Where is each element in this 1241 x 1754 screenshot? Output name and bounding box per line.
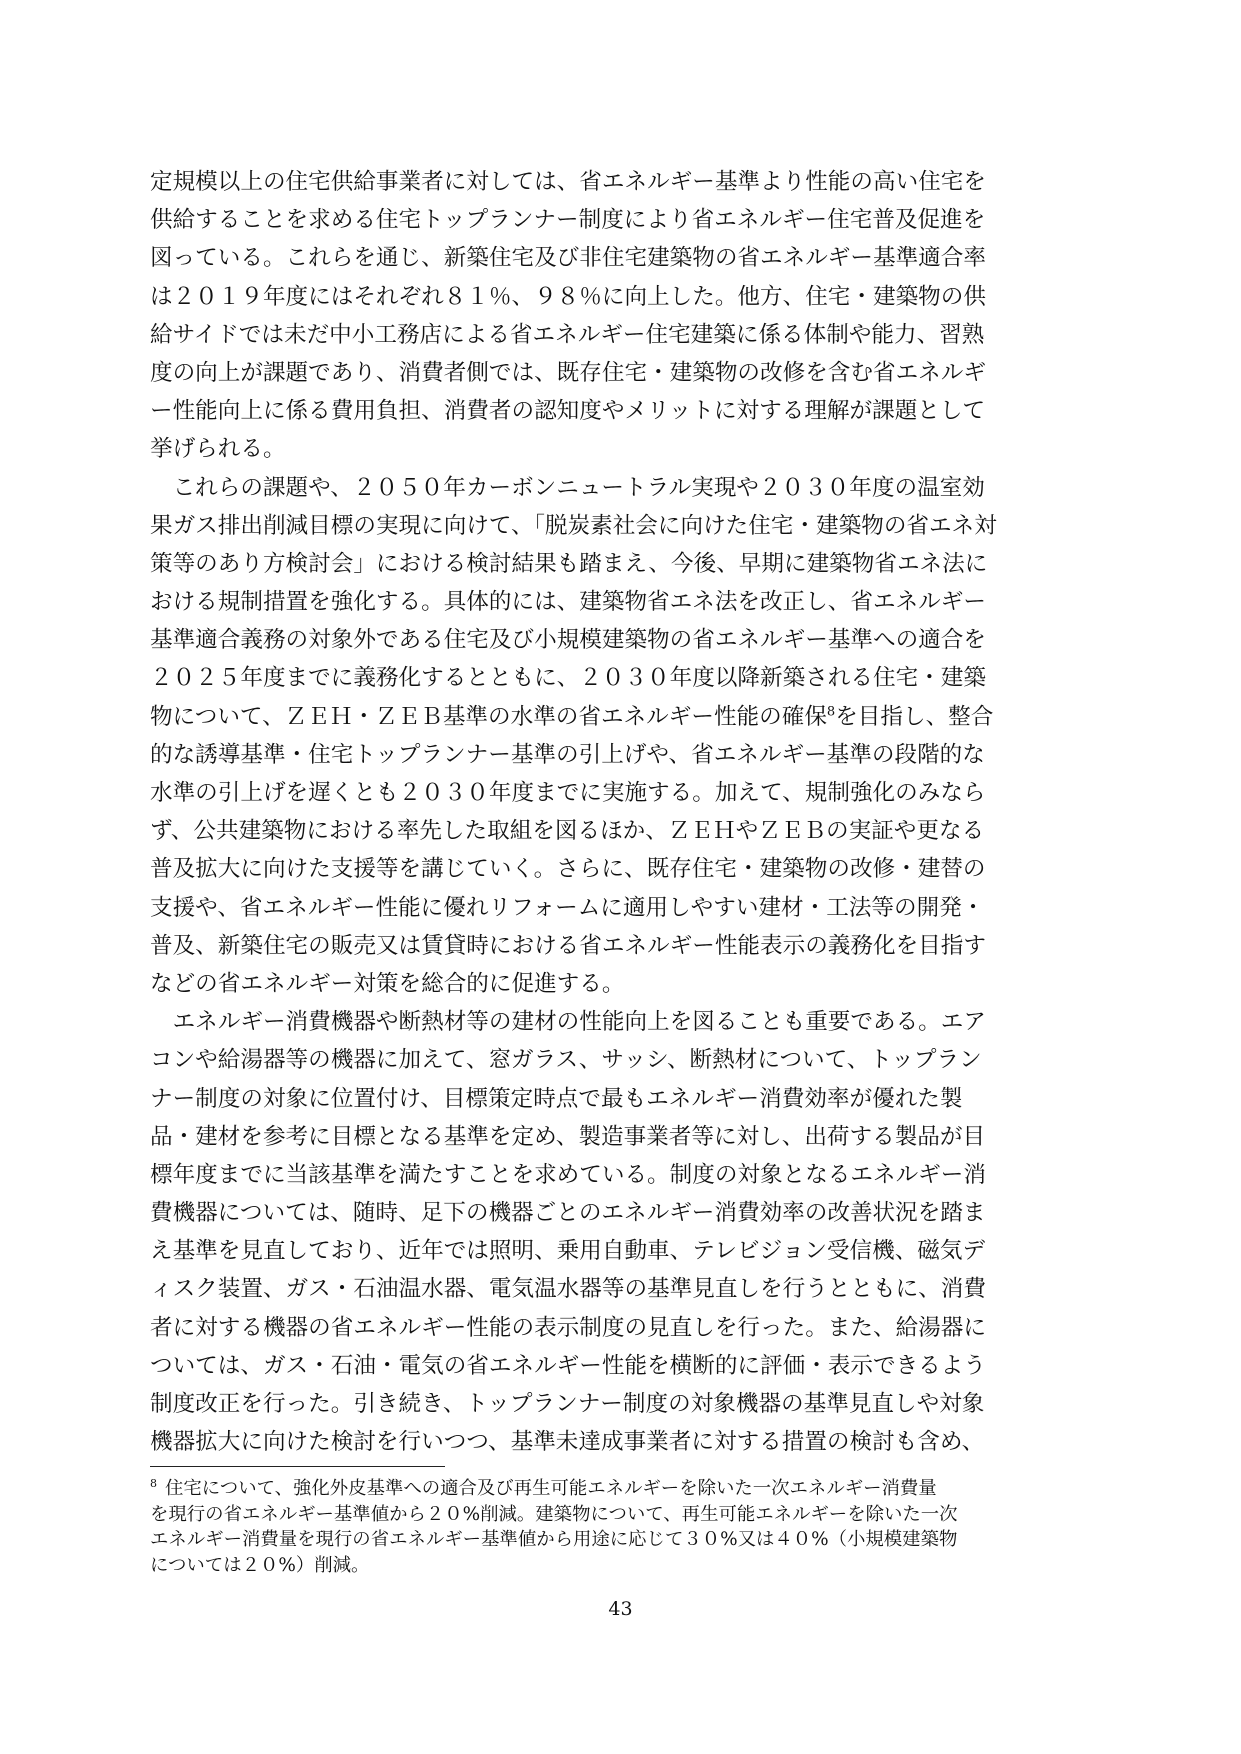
body-line: 挙げられる。 — [150, 436, 286, 463]
footnote-reference: 8 — [826, 704, 836, 720]
body-line: 支援や、省エネルギー性能に優れリフォームに適用しやすい建材・工法等の開発・ — [150, 894, 985, 921]
footnote-line: エネルギー消費量を現行の省エネルギー基準値から用途に応じて３０%又は４０%（小規模建築物 — [150, 1529, 958, 1551]
body-line: おける規制措置を強化する。具体的には、建築物省エネ法を改正し、省エネルギー — [150, 589, 986, 616]
body-line: ず、公共建築物における率先した取組を図るほか、ＺＥＨやＺＥＢの実証や更なる — [150, 818, 985, 845]
body-line: は２０１９年度にはそれぞれ８１％、９８％に向上した。他方、住宅・建築物の供 — [150, 283, 986, 310]
footnote-line: については２０%）削減。 — [150, 1554, 370, 1576]
body-line: 普及拡大に向けた支援等を講じていく。さらに、既存住宅・建築物の改修・建替の — [150, 856, 986, 883]
body-line-with-footnote-ref — [150, 698, 1085, 736]
body-line: ナー制度の対象に位置付け、目標策定時点で最もエネルギー消費効率が優れた製 — [150, 1085, 963, 1112]
footnote-line: を現行の省エネルギー基準値から２０%削減。建築物について、再生可能エネルギーを除いた一次 — [150, 1503, 958, 1525]
body-line: 的な誘導基準・住宅トップランナー基準の引上げや、省エネルギー基準の段階的な — [150, 741, 985, 768]
body-line: などの省エネルギー対策を総合的に促進する。 — [150, 970, 625, 997]
footnote-separator — [150, 1466, 445, 1467]
footnote-mark: 8 — [150, 1476, 157, 1490]
body-line: 定規模以上の住宅供給事業者に対しては、省エネルギー基準より性能の高い住宅を — [150, 169, 986, 195]
body-text — [150, 163, 1085, 1461]
body-line: これらの課題や、２０５０年カーボンニュートラル実現や２０３０年度の温室効 — [150, 474, 985, 501]
body-line: 給サイドでは未だ中小工務店による省エネルギー住宅建築に係る体制や能力、習熟 — [150, 321, 985, 348]
body-line-segment: 物について、ＺＥＨ・ＺＥＢ基準の水準の省エネルギー性能の確保 — [150, 703, 827, 730]
body-line-segment: を目指し、整合 — [835, 703, 994, 730]
body-line: え基準を見直しており、近年では照明、乗用自動車、テレビジョン受信機、磁気デ — [150, 1238, 986, 1265]
body-line: ２０２５年度までに義務化するとともに、２０３０年度以降新築される住宅・建築 — [150, 665, 986, 692]
body-line: 果ガス排出削減目標の実現に向けて、「脱炭素社会に向けた住宅・建築物の省エネ対 — [150, 512, 997, 539]
body-line: 制度改正を行った。引き続き、トップランナー制度の対象機器の基準見直しや対象 — [150, 1391, 985, 1417]
body-line: 基準適合義務の対象外である住宅及び小規模建築物の省エネルギー基準への適合を — [150, 627, 986, 654]
page-number: 43 — [608, 1598, 633, 1620]
body-line: 標年度までに当該基準を満たすことを求めている。制度の対象となるエネルギー消 — [150, 1161, 986, 1188]
body-line: ー性能向上に係る費用負担、消費者の認知度やメリットに対する理解が課題として — [150, 398, 986, 425]
body-line: 普及、新築住宅の販売又は賃貸時における省エネルギー性能表示の義務化を目指す — [150, 932, 986, 959]
body-line: 品・建材を参考に目標となる基準を定め、製造事業者等に対し、出荷する製品が目 — [150, 1123, 986, 1150]
body-line: 策等のあり方検討会」における検討結果も踏まえ、今後、早期に建築物省エネ法に — [150, 550, 988, 577]
body-line: 機器拡大に向けた検討を行いつつ、基準未達成事業者に対する措置の検討も含め、 — [150, 1429, 985, 1456]
footnote-text: 住宅について、強化外皮基準への適合及び再生可能エネルギーを除いた一次エネルギー消費量 — [165, 1478, 937, 1499]
body-line: コンや給湯器等の機器に加えて、窓ガラス、サッシ、断熱材について、トップラン — [150, 1047, 982, 1074]
body-line: 供給することを求める住宅トップランナー制度により省エネルギー住宅普及促進を — [150, 207, 986, 234]
body-line: 度の向上が課題であり、消費者側では、既存住宅・建築物の改修を含む省エネルギ — [150, 359, 986, 386]
body-line: 者に対する機器の省エネルギー性能の表示制度の見直しを行った。また、給湯器に — [150, 1314, 986, 1341]
body-line: エネルギー消費機器や断熱材等の建材の性能向上を図ることも重要である。エア — [150, 1009, 986, 1036]
footnote-line — [150, 1476, 1090, 1502]
body-line: 費機器については、随時、足下の機器ごとのエネルギー消費効率の改善状況を踏ま — [150, 1200, 986, 1227]
body-line: ついては、ガス・石油・電気の省エネルギー性能を横断的に評価・表示できるよう — [150, 1352, 986, 1379]
body-line: ィスク装置、ガス・石油温水器、電気温水器等の基準見直しを行うとともに、消費 — [150, 1276, 986, 1303]
body-line: 水準の引上げを遅くとも２０３０年度までに実施する。加えて、規制強化のみなら — [150, 780, 986, 806]
body-line: 図っている。これらを通じ、新築住宅及び非住宅建築物の省エネルギー基準適合率 — [150, 245, 986, 272]
footnote — [150, 1476, 1090, 1578]
